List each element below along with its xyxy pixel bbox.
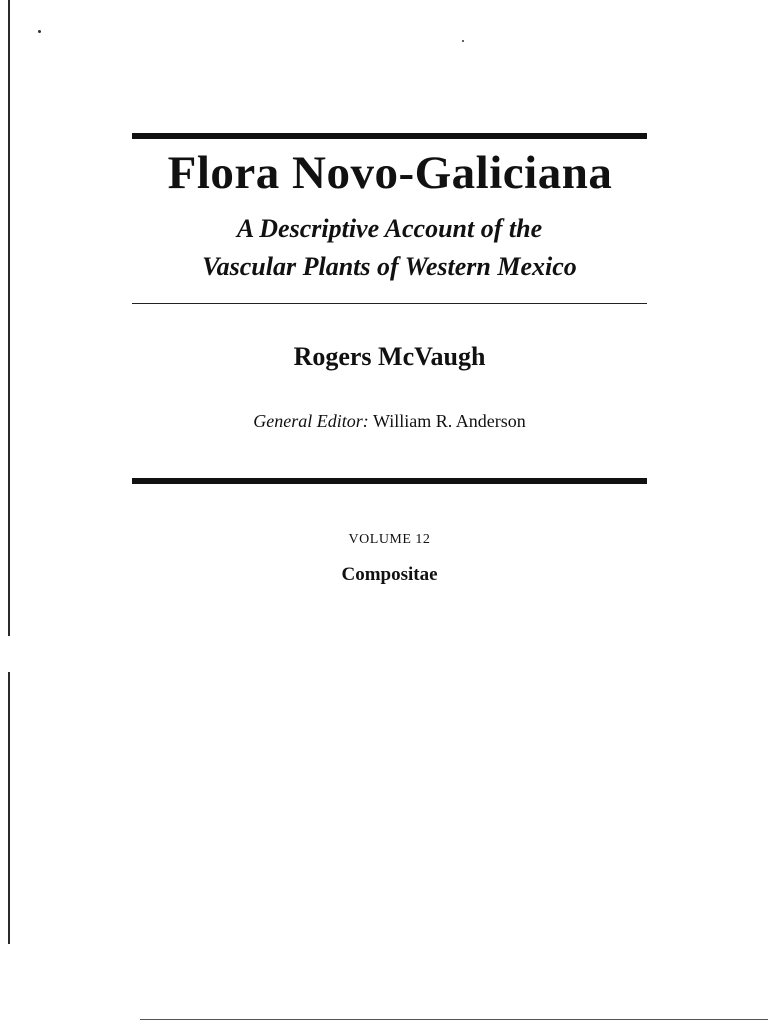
- book-title: Flora Novo-Galiciana: [167, 147, 613, 199]
- subtitle-divider-rule: [132, 303, 647, 304]
- book-subtitle-line-1: A Descriptive Account of the: [236, 214, 543, 243]
- page-bottom-edge-rule: [140, 1019, 768, 1020]
- book-subtitle-line-2: Vascular Plants of Western Mexico: [202, 252, 577, 281]
- scan-speck: [462, 40, 464, 42]
- top-thick-rule: [132, 133, 647, 139]
- bottom-thick-rule: [132, 478, 647, 484]
- editor-name: William R. Anderson: [372, 411, 526, 431]
- editor-label: General Editor:: [253, 411, 369, 431]
- scan-edge-line: [8, 0, 10, 636]
- book-author: Rogers McVaugh: [293, 342, 486, 371]
- scan-edge-line: [8, 672, 10, 944]
- editor-credit: [132, 412, 647, 430]
- scan-speck: [38, 30, 41, 33]
- volume-family: Compositae: [341, 564, 438, 585]
- volume-number: VOLUME 12: [348, 532, 431, 547]
